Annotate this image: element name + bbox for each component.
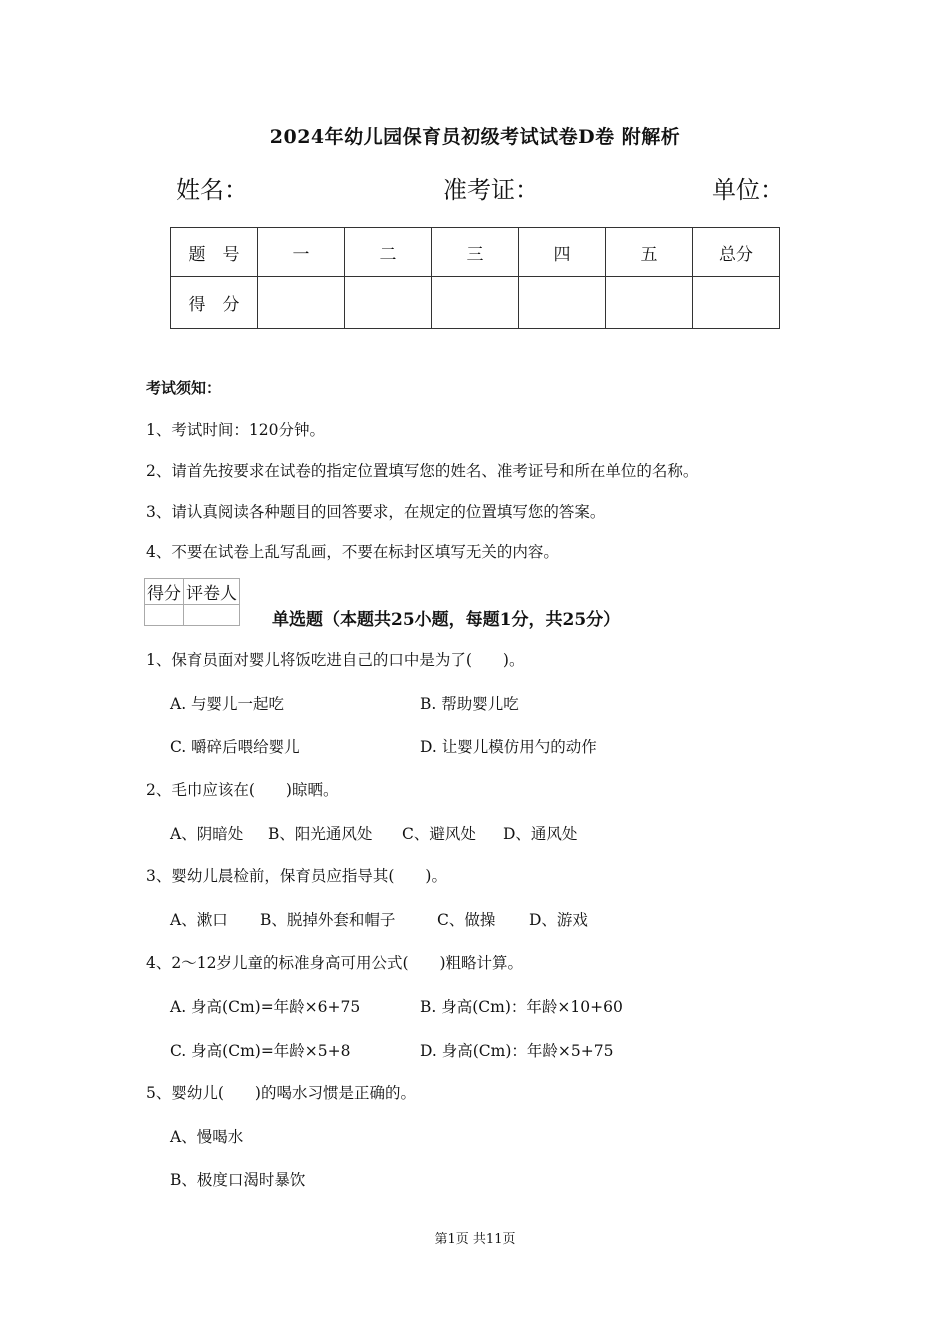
score-table-header-cell: 二	[345, 228, 432, 277]
grader-reviewer-cell[interactable]	[184, 605, 240, 626]
unit-field-label: 单位：	[712, 176, 784, 204]
notice-item: 4、不要在试卷上乱写乱画，不要在标封区填写无关的内容。	[146, 543, 559, 561]
section-title: 单选题（本题共25小题，每题1分，共25分）	[272, 610, 621, 630]
answer-option[interactable]: C. 身高(Cm)=年龄×5+8	[170, 1042, 351, 1060]
notice-heading: 考试须知：	[146, 379, 222, 397]
answer-option[interactable]: D. 身高(Cm)：年龄×5+75	[420, 1042, 614, 1060]
question-text: 1、保育员面对婴儿将饭吃进自己的口中是为了( )。	[146, 651, 525, 669]
score-cell[interactable]	[258, 277, 345, 329]
grader-box	[144, 578, 240, 626]
notice-item: 1、考试时间：120分钟。	[146, 421, 325, 439]
notice-item: 2、请首先按要求在试卷的指定位置填写您的姓名、准考证号和所在单位的名称。	[146, 462, 699, 480]
answer-option[interactable]: A. 与婴儿一起吃	[170, 695, 285, 713]
answer-option[interactable]: A、慢喝水	[170, 1128, 244, 1146]
score-cell[interactable]	[606, 277, 693, 329]
score-cell[interactable]	[345, 277, 432, 329]
page-footer: 第1页 共11页	[434, 1232, 516, 1247]
notice-item: 3、请认真阅读各种题目的回答要求，在规定的位置填写您的答案。	[146, 503, 606, 521]
score-row-label: 得 分	[171, 277, 258, 329]
exam-id-field-label: 准考证：	[443, 176, 539, 204]
answer-option[interactable]: B、阳光通风处	[268, 825, 373, 843]
answer-option[interactable]: C、避风处	[402, 825, 476, 843]
score-table-header-cell: 题 号	[171, 228, 258, 277]
score-table-header-cell: 三	[432, 228, 519, 277]
question-text: 3、婴幼儿晨检前，保育员应指导其( )。	[146, 867, 447, 885]
name-field-label: 姓名：	[176, 176, 248, 204]
answer-option[interactable]: A. 身高(Cm)=年龄×6+75	[170, 998, 361, 1016]
grader-score-label: 得分	[145, 579, 184, 605]
answer-option[interactable]: D. 让婴儿模仿用勺的动作	[420, 738, 597, 756]
grader-reviewer-label: 评卷人	[184, 579, 240, 605]
answer-option[interactable]: C、做操	[437, 911, 496, 929]
score-table-header-cell: 五	[606, 228, 693, 277]
score-table	[170, 227, 780, 329]
answer-option[interactable]: B. 身高(Cm)：年龄×10+60	[420, 998, 623, 1016]
answer-option[interactable]: A、阴暗处	[170, 825, 244, 843]
page-title: 2024年幼儿园保育员初级考试试卷D卷 附解析	[269, 126, 681, 148]
answer-option[interactable]: B、脱掉外套和帽子	[260, 911, 396, 929]
answer-option[interactable]: D、游戏	[529, 911, 588, 929]
question-text: 2、毛巾应该在( )晾晒。	[146, 781, 339, 799]
answer-option[interactable]: C. 嚼碎后喂给婴儿	[170, 738, 300, 756]
score-cell[interactable]	[519, 277, 606, 329]
score-cell[interactable]	[693, 277, 780, 329]
question-text: 5、婴幼儿( )的喝水习惯是正确的。	[146, 1084, 416, 1102]
answer-option[interactable]: B、极度口渴时暴饮	[170, 1171, 306, 1189]
score-table-score-row	[171, 277, 780, 329]
grader-score-cell[interactable]	[145, 605, 184, 626]
question-text: 4、2～12岁儿童的标准身高可用公式( )粗略计算。	[146, 954, 524, 972]
answer-option[interactable]: B. 帮助婴儿吃	[420, 695, 519, 713]
score-cell[interactable]	[432, 277, 519, 329]
answer-option[interactable]: A、漱口	[170, 911, 228, 929]
score-table-header-cell: 四	[519, 228, 606, 277]
score-table-header-cell: 一	[258, 228, 345, 277]
score-table-header-cell: 总分	[693, 228, 780, 277]
answer-option[interactable]: D、通风处	[503, 825, 578, 843]
score-table-header-row	[171, 228, 780, 277]
